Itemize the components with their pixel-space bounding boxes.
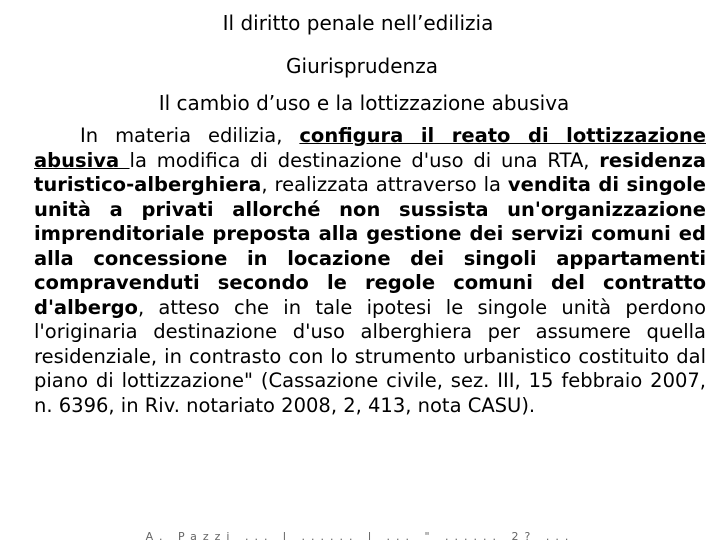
text-run: In materia edilizia,: [80, 124, 300, 147]
footer-text: A. Pazzi ... l ...... l ... " ...... 2? ...: [145, 530, 575, 543]
page-subtitle: Giurisprudenza: [286, 54, 438, 78]
text-run: la modifica di destinazione d'uso di una RTA,: [129, 148, 600, 172]
text-run-bold-underline: configura il reato di lottizzazione abusiva: [34, 124, 706, 172]
text-run-bold: vendita di singole unità a privati allorché non sussista un'organizzazione imprenditoriale preposta alla gestione dei servizi comuni ed alla concessione in locazione dei singoli appartamenti compravenduti secondo le regole comuni del contratto d'albergo: [34, 173, 706, 319]
page-title: Il diritto penale nell’edilizia: [222, 11, 494, 35]
text-run: , realizzata attraverso la: [261, 173, 508, 196]
body-paragraph: [34, 124, 706, 418]
text-run-bold: residenza turistico-alberghiera: [34, 148, 706, 196]
section-heading: Il cambio d’uso e la lottizzazione abusiva: [158, 91, 570, 115]
text-run: , atteso che in tale ipotesi le singole unità perdono l'originaria destinazione d'uso alberghiera per assumere quella residenziale, in contrasto con lo strumento urbanistico costituito dal piano di lottizzazione" (Cassazione civile, sez. III, 15 febbraio 2007, n. 6396, in Riv. notariato 2008, 2, 413, nota CASU).: [34, 295, 706, 417]
